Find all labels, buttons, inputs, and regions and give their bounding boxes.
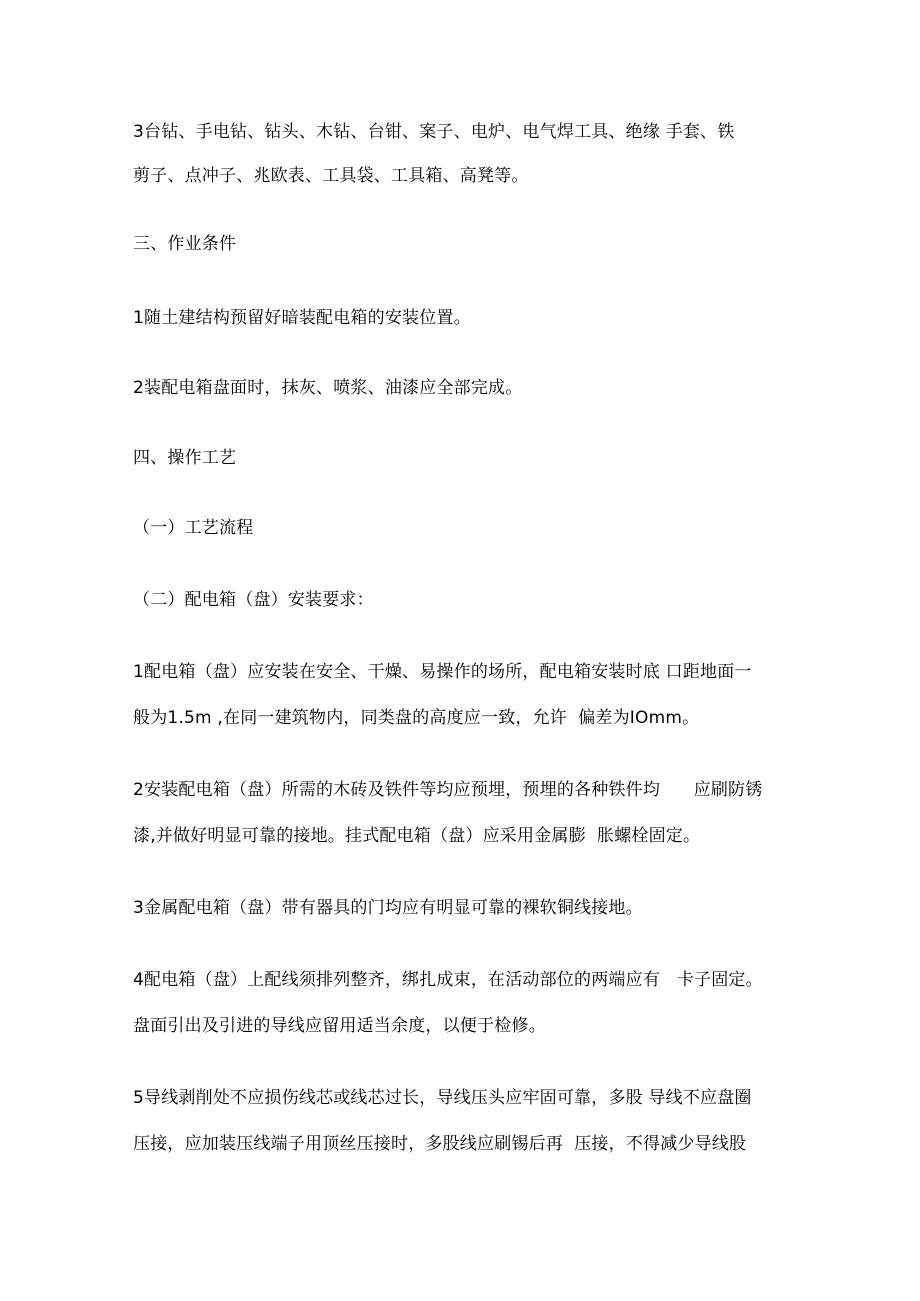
text-line-requirement-5b: 压接，应加装压线端子用顶丝压接时，多股线应刷锡后再 压接，不得减少导线股: [133, 1134, 747, 1154]
text-line-requirement-5a: 5导线剥削处不应损伤线芯或线芯过长，导线压头应牢固可靠，多股 导线不应盘圈: [133, 1088, 752, 1108]
section-heading-working-conditions: 三、作业条件: [133, 234, 237, 254]
subheading-process-flow: （一）工艺流程: [133, 518, 254, 538]
text-line-requirement-2a: 2安装配电箱（盘）所需的木砖及铁件等均应预埋，预埋的各种铁件均 应刷防锈: [133, 780, 763, 800]
text-line-condition-2: 2装配电箱盘面时，抹灰、喷浆、油漆应全部完成。: [133, 378, 523, 398]
text-line-requirement-1b: 般为1.5m ,在同一建筑物内，同类盘的高度应一致，允许 偏差为IOmm。: [133, 708, 700, 728]
text-line-tools-2: 剪子、点冲子、兆欧表、工具袋、工具箱、高凳等。: [133, 166, 529, 186]
section-heading-operation-process: 四、操作工艺: [133, 448, 237, 468]
text-line-condition-1: 1随土建结构预留好暗装配电箱的安装位置。: [133, 308, 471, 328]
text-line-requirement-3: 3金属配电箱（盘）带有器具的门均应有明显可靠的裸软铜线接地。: [133, 898, 643, 918]
subheading-installation-requirements: （二）配电箱（盘）安装要求：: [133, 590, 374, 610]
text-line-requirement-4b: 盘面引出及引进的导线应留用适当余度，以便于检修。: [133, 1016, 546, 1036]
text-line-tools-1: 3台钻、手电钻、钻头、木钻、台钳、案子、电炉、电气焊工具、绝缘 手套、铁: [133, 122, 735, 142]
text-line-requirement-2b: 漆,并做好明显可靠的接地。挂式配电箱（盘）应采用金属膨 胀螺栓固定。: [133, 826, 701, 846]
text-line-requirement-4a: 4配电箱（盘）上配线须排列整齐，绑扎成束，在活动部位的两端应有 卡子固定。: [133, 970, 763, 990]
text-line-requirement-1a: 1配电箱（盘）应安装在安全、干燥、易操作的场所，配电箱安装时底 口距地面一: [133, 662, 752, 682]
